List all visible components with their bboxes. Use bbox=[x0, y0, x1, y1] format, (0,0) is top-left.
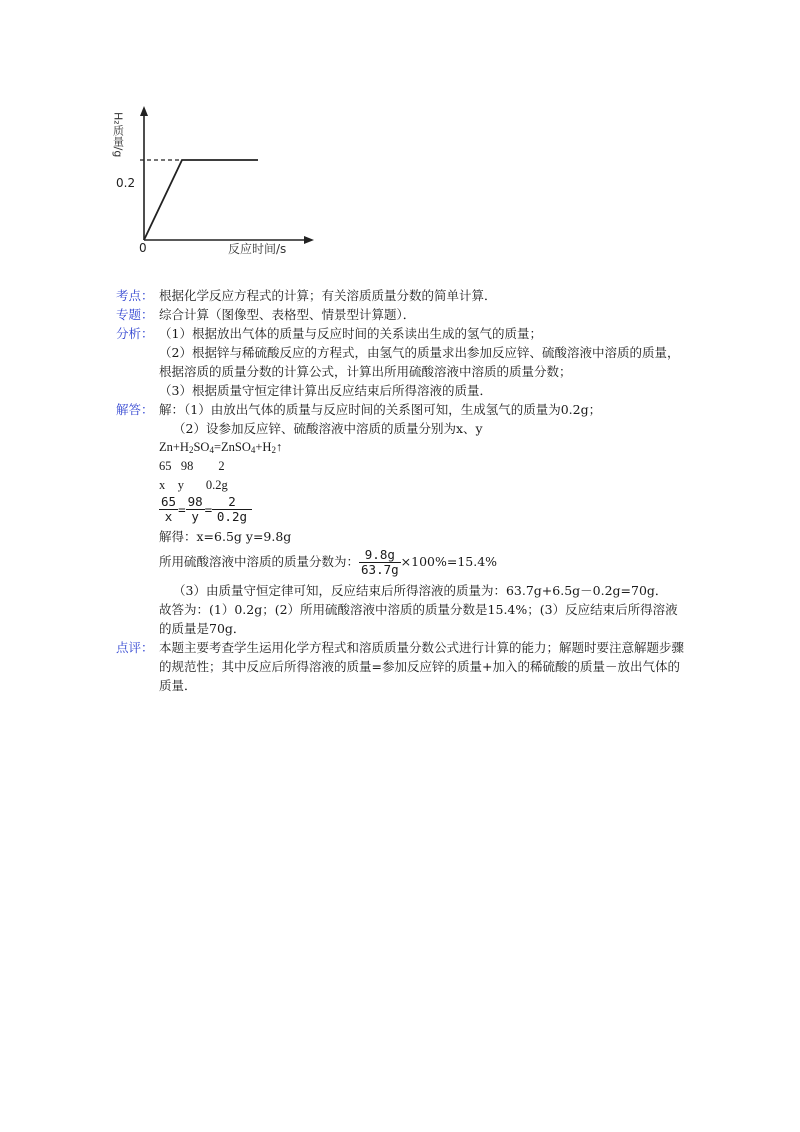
eq-sub: 2 bbox=[271, 445, 276, 455]
fraction bbox=[212, 495, 252, 524]
fenxi-p2: （2）根据锌与稀硫酸反应的方程式，由氢气的质量求出参加反应锌、硫酸溶液中溶质的质量，根据溶质的质量分数的计算公式，计算出所用硫酸溶液中溶质的质量分数； bbox=[159, 345, 680, 379]
numerator: 9.8g bbox=[359, 548, 401, 563]
solve-line: 解得：x=6.5g y=9.8g bbox=[159, 529, 292, 544]
x-axis-label: 反应时间/s bbox=[228, 242, 287, 256]
fenxi-section bbox=[116, 324, 686, 400]
numerator: 65 bbox=[161, 494, 177, 509]
fraction bbox=[186, 495, 205, 524]
fenxi-label: 分析： bbox=[116, 326, 154, 341]
fenxi-p1: （1）根据放出气体的质量与反应时间的关系读出生成的氢气的质量； bbox=[159, 326, 542, 341]
denominator: 63.7g bbox=[361, 562, 399, 577]
denominator: x bbox=[164, 509, 173, 524]
eq-part: SO bbox=[193, 440, 210, 454]
eq-part: +H bbox=[255, 440, 272, 454]
kaodian-label: 考点： bbox=[116, 288, 154, 303]
zhuanti-label: 专题： bbox=[116, 307, 154, 322]
equals-sign: = bbox=[178, 502, 186, 517]
eq-part: =ZnSO bbox=[213, 440, 251, 454]
jieda-section bbox=[116, 400, 686, 638]
gas-arrow: ↑ bbox=[275, 440, 283, 454]
solution-document bbox=[116, 286, 686, 695]
dianping-label: 点评： bbox=[116, 640, 154, 655]
y-axis-arrow bbox=[140, 106, 148, 116]
numerator: 98 bbox=[187, 494, 203, 509]
h2-mass-time-graph bbox=[108, 100, 318, 260]
fenxi-p3: （3）根据质量守恒定律计算出反应结束后所得溶液的质量． bbox=[159, 383, 492, 398]
eq-sub: 4 bbox=[209, 445, 214, 455]
series-line bbox=[144, 160, 258, 240]
pct-fraction bbox=[359, 548, 401, 577]
unknowns: x y 0.2g bbox=[159, 478, 228, 492]
eq-sub: 2 bbox=[188, 445, 194, 455]
denominator: 0.2g bbox=[216, 509, 247, 524]
dianping-section bbox=[116, 638, 686, 695]
dianping-text: 本题主要考查学生运用化学方程式和溶质质量分数公式进行计算的能力；解题时要注意解题步骤的规范性；其中反应后所得溶液的质量=参加反应锌的质量+加入的稀硫酸的质量－放出气体的质量． bbox=[159, 640, 685, 693]
pct-prefix: 所用硫酸溶液中溶质的质量分数为： bbox=[159, 554, 360, 569]
denominator: y bbox=[191, 509, 199, 524]
kaodian-text: 根据化学反应方程式的计算；有关溶质质量分数的简单计算． bbox=[159, 288, 497, 303]
numerator: 2 bbox=[212, 495, 252, 510]
molar-masses: 65 98 2 bbox=[159, 459, 225, 473]
final-answer: 故答为：(1）0.2g；(2）所用硫酸溶液中溶质的质量分数是15.4%；(3）反应结束后所得溶液的质量是70g． bbox=[159, 602, 678, 636]
chemical-equation bbox=[159, 438, 686, 457]
x-axis-arrow bbox=[304, 236, 314, 244]
fraction bbox=[159, 495, 178, 524]
eq-sub: 4 bbox=[250, 445, 256, 455]
kaodian-section bbox=[116, 286, 686, 305]
jieda-l3: （3）由质量守恒定律可知，反应结束后所得溶液的质量为：63.7g+6.5g－0.2g=70g． bbox=[173, 583, 668, 598]
jieda-label: 解答： bbox=[116, 402, 154, 417]
percentage-line bbox=[159, 548, 686, 577]
pct-suffix: ×100%=15.4% bbox=[400, 554, 498, 569]
zhuanti-section bbox=[116, 305, 686, 324]
eq-part: Zn+H bbox=[159, 440, 189, 454]
jieda-l2: （2）设参加反应锌、硫酸溶液中溶质的质量分别为x、y bbox=[173, 421, 483, 436]
jieda-l1: 解：（1）由放出气体的质量与反应时间的关系图可知，生成氢气的质量为0.2g； bbox=[159, 402, 602, 417]
zhuanti-text: 综合计算（图像型、表格型、情景型计算题）． bbox=[159, 307, 416, 322]
y-tick-label: 0.2 bbox=[116, 176, 136, 190]
origin-label: 0 bbox=[139, 241, 147, 255]
equals-sign: = bbox=[204, 502, 213, 517]
proportion-equation bbox=[159, 495, 686, 525]
y-axis-label: H₂质量/g bbox=[111, 112, 125, 158]
